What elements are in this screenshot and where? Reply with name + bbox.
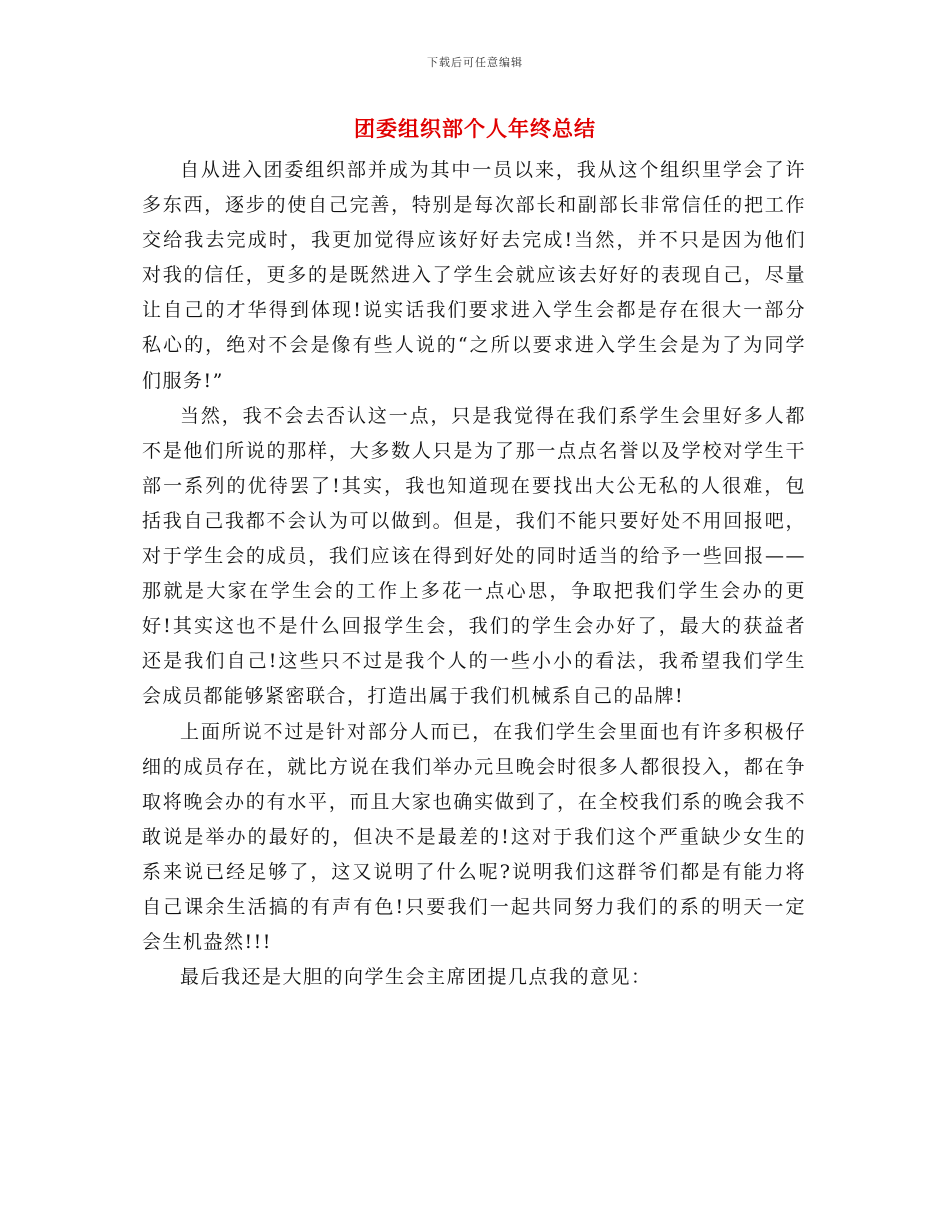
paragraph: 最后我还是大胆的向学生会主席团提几点我的意见： <box>180 966 652 989</box>
header-note: 下载后可任意编辑 <box>427 56 523 69</box>
paragraph: 当然，我不会去否认这一点，只是我觉得在我们系学生会里好多人都不是他们所说的那样，大多数人只是为了那一点点名誉以及学校对学生干部一系列的优待罢了!其实，我也知道现在要找出大公无私的人很难，包括我自己我都不会认为可以做到。但是，我们不能只要好处不用回报吧，对于学生会的成员，我们应该在得到好处的同时适当的给予一些回报——那就是大家在学生会的工作上多花一点心思，争取把我们学生会办的更好!其实这也不是什么回报学生会，我们的学生会办好了，最大的获益者还是我们自己!这些只不过是我个人的一些小小的看法，我希望我们学生会成员都能够紧密联合，打造出属于我们机械系自己的品牌! <box>142 404 806 708</box>
document-body <box>142 153 806 995</box>
paragraph: 自从进入团委组织部并成为其中一员以来，我从这个组织里学会了许多东西，逐步的使自己完善，特别是每次部长和副部长非常信任的把工作交给我去完成时，我更加觉得应该好好去完成!当然，并不只是因为他们对我的信任，更多的是既然进入了学生会就应该去好好的表现自己，尽量让自己的才华得到体现!说实话我们要求进入学生会都是存在很大一部分私心的，绝对不会是像有些人说的“之所以要求进入学生会是为了为同学们服务!” <box>142 159 806 392</box>
paragraph: 上面所说不过是针对部分人而已，在我们学生会里面也有许多积极仔细的成员存在，就比方说在我们举办元旦晚会时很多人都很投入，都在争取将晚会办的有水平，而且大家也确实做到了，在全校我们系的晚会我不敢说是举办的最好的，但决不是最差的!这对于我们这个严重缺少女生的系来说已经足够了，这又说明了什么呢?说明我们这群爷们都是有能力将自己课余生活搞的有声有色!只要我们一起共同努力我们的系的明天一定会生机盎然!!! <box>142 720 806 954</box>
document-title: 团委组织部个人年终总结 <box>354 117 596 141</box>
